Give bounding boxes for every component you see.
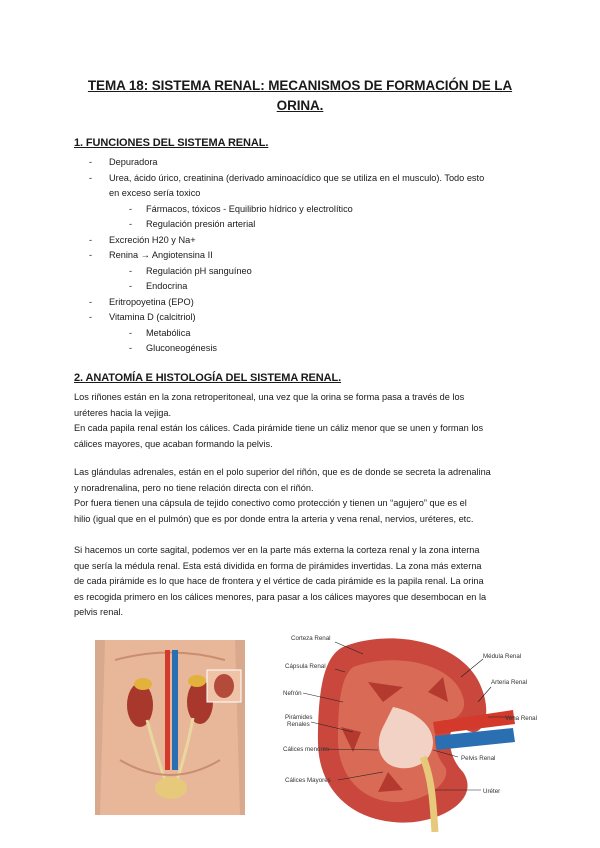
list-subitem: - Endocrina xyxy=(74,279,544,295)
list-subitem: - Regulación presión arterial xyxy=(74,217,544,233)
label-piramides: Pirámides xyxy=(285,714,313,721)
right-adrenal-gland xyxy=(188,675,206,687)
list-subitem: - Gluconeogénesis xyxy=(74,341,544,357)
dash-bullet: - xyxy=(129,265,133,276)
label-renales: Renales xyxy=(287,721,310,728)
document-title xyxy=(60,76,540,116)
list-item: - Excreción H20 y Na+ xyxy=(74,233,544,249)
label-ureter: Uréter xyxy=(483,788,501,795)
kidney-section-diagram xyxy=(283,632,545,832)
dash-bullet: - xyxy=(89,157,93,167)
title-line-1: TEMA 18: SISTEMA RENAL: MECANISMOS DE FORMACIÓN DE LA xyxy=(87,78,513,93)
label-pelvis: Pelvis Renal xyxy=(461,755,496,762)
label-capsula: Cápsula Renal xyxy=(285,663,326,670)
dash-bullet: - xyxy=(89,296,93,307)
dash-bullet: - xyxy=(129,219,133,229)
label-vena: Vena Renal xyxy=(505,715,537,722)
paragraph-adrenal: Las glándulas adrenales, están en el polo superior del riñón, que es de donde se secreta la adrenalina y noradrenalina, pero no tiene relación directa con el riñón. Por fuera tienen una cápsula de tejido conectivo como protección y tienen un “agujero” que es el hilio (igual que en el pulmón) que es por donde entra la arteria y vena renal, nervios, uréteres, etc. xyxy=(74,467,491,524)
paragraph-sagittal: Si hacemos un corte sagital, podemos ver en la parte más externa la corteza renal y la zona interna que sería la médula renal. Esta está dividida en forma de pirámides invertidas. La zona más externa de cada pirámide es lo que hace de frontera y el vértice de cada pirámide es la papila renal. La orina es recogida primero en los cálices menores, para pasar a los cálices mayores que desembocan en la pelvis renal. xyxy=(74,545,487,618)
dash-bullet: - xyxy=(129,327,133,338)
dash-bullet: - xyxy=(89,312,93,322)
list-item: - Depuradora xyxy=(74,155,544,171)
label-calices-mayores: Cálices Mayores xyxy=(285,777,331,784)
functions-list xyxy=(74,155,544,357)
list-item: - Vitamina D (calcitriol) xyxy=(74,310,544,326)
aorta xyxy=(165,650,170,770)
title-line-2: ORINA. xyxy=(276,98,324,113)
vena-cava xyxy=(172,650,178,770)
left-adrenal-gland xyxy=(134,678,152,690)
dash-bullet: - xyxy=(129,281,133,291)
dash-bullet: - xyxy=(89,234,93,245)
list-subitem: - Fármacos, tóxicos - Equilibrio hídrico y electrolítico xyxy=(74,202,544,218)
bladder xyxy=(155,777,187,799)
section-2-heading: 2. ANATOMÍA E HISTOLOGÍA DEL SISTEMA RENAL. xyxy=(74,372,342,384)
dash-bullet: - xyxy=(129,203,133,214)
label-corteza: Corteza Renal xyxy=(291,635,331,642)
list-item: - Renina → Angiotensina II xyxy=(74,248,544,264)
dash-bullet: - xyxy=(89,172,93,183)
label-nefron: Nefrón xyxy=(283,690,302,697)
list-subitem: - Metabólica xyxy=(74,326,544,342)
list-subitem: - Regulación pH sanguíneo xyxy=(74,264,544,280)
paragraph-retroperitoneal: Los riñones están en la zona retroperitoneal, una vez que la orina se forma pasa a través de los uréteres hacia la vejiga. En cada papila renal están los cálices. Cada pirámide tiene un cáliz menor que se unen y forman los cálices mayores, que acaban formando la pelvis. xyxy=(74,392,484,449)
torso-urinary-illustration xyxy=(95,640,245,815)
inset-kidney xyxy=(214,674,234,698)
label-medula: Médula Renal xyxy=(483,653,522,660)
dash-bullet: - xyxy=(129,343,133,353)
label-arteria: Arteria Renal xyxy=(491,679,528,686)
label-calices-menores: Cálices menores xyxy=(283,746,330,753)
list-item: - Urea, ácido úrico, creatinina (derivado aminoacídico que se utiliza en el musculo). Todo esto en exceso sería toxico xyxy=(89,172,485,198)
dash-bullet: - xyxy=(89,250,93,260)
section-1-heading: 1. FUNCIONES DEL SISTEMA RENAL. xyxy=(74,137,269,149)
list-item: - Eritropoyetina (EPO) xyxy=(74,295,544,311)
